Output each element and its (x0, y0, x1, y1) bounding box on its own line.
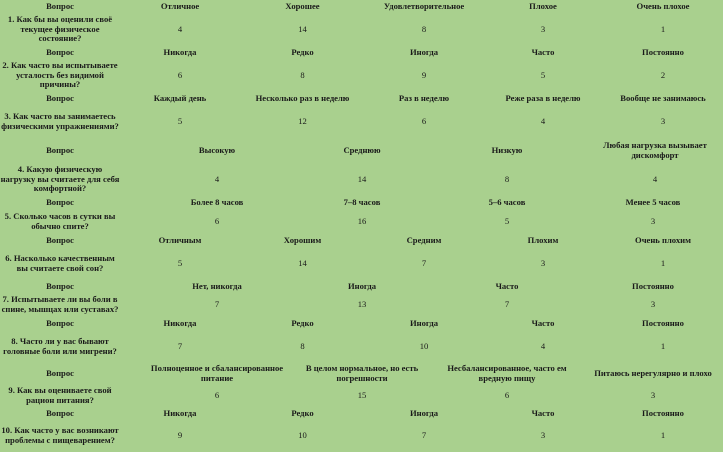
answer-count: 1 (660, 23, 666, 34)
answer-count: 4 (540, 340, 546, 351)
answer-count: 3 (650, 390, 656, 401)
answer-count: 5 (177, 257, 183, 268)
option-label: Удовлетворительное (383, 0, 465, 11)
answer-count: 1 (660, 340, 666, 351)
answer-count: 8 (421, 23, 427, 34)
header-row (0, 234, 723, 247)
answer-count: 1 (660, 430, 666, 441)
answer-count: 12 (298, 115, 307, 126)
answer-count: 3 (540, 257, 546, 268)
answer-count: 2 (660, 69, 666, 80)
option-label: Питаюсь нерегулярно и плохо (594, 368, 712, 379)
answer-count: 10 (419, 340, 429, 351)
option-label: Полноценное и сбалансированное питание (150, 363, 284, 383)
option-label: Несбалансированное, часто ем вредную пищу (447, 363, 567, 383)
answer-count: 7 (421, 430, 427, 441)
answer-count: 6 (504, 390, 510, 401)
header-label: Вопрос (46, 407, 74, 418)
question-text: 8. Часто ли у вас бывают головные боли или мигрени? (3, 335, 117, 356)
option-label: Редко (291, 46, 314, 57)
option-label: Редко (291, 407, 314, 418)
header-row (0, 196, 723, 209)
answer-count: 3 (650, 215, 656, 226)
answer-count: 5 (177, 115, 183, 126)
answer-count: 6 (214, 390, 220, 401)
header-label: Вопрос (46, 92, 74, 103)
answer-count: 4 (652, 173, 658, 184)
option-label: Очень плохим (635, 234, 691, 245)
answer-count: 7 (214, 299, 220, 310)
answer-count: 8 (300, 340, 305, 351)
option-label: Постоянно (632, 280, 674, 291)
answer-count: 5 (540, 69, 546, 80)
question-text: 4. Какую физическую нагрузку вы считаете для себя комфортной? (0, 164, 120, 194)
answer-count: 3 (660, 115, 666, 126)
option-label: Раз в неделю (398, 92, 450, 103)
option-label: 5–6 часов (488, 196, 526, 207)
answer-count: 5 (504, 215, 510, 226)
answer-count: 8 (300, 69, 305, 80)
answer-count: 14 (357, 173, 367, 184)
header-row (0, 0, 723, 13)
answer-count: 13 (357, 299, 367, 310)
option-label: Плохое (529, 0, 557, 11)
option-label: 7–8 часов (343, 196, 381, 207)
answer-count: 7 (421, 257, 427, 268)
option-label: Иногда (409, 407, 439, 418)
answer-count: 7 (504, 299, 510, 310)
answer-count: 3 (650, 299, 656, 310)
option-label: Постоянно (642, 317, 684, 328)
answer-count: 7 (177, 340, 183, 351)
answer-count: 3 (540, 430, 546, 441)
option-label: Отличным (158, 234, 202, 245)
question-text: 9. Как вы оцениваете свой рацион питания? (8, 385, 112, 405)
header-row (0, 280, 723, 293)
option-label: Более 8 часов (190, 196, 244, 207)
option-label: Хорошее (285, 0, 320, 11)
answer-count: 14 (298, 23, 307, 34)
answer-row (0, 13, 723, 46)
question-text: 6. Насколько качественным вы считаете свой сон? (5, 252, 115, 273)
option-label: Менее 5 часов (625, 196, 681, 207)
option-label: Любая нагрузка вызывает дискомфорт (603, 139, 707, 160)
option-label: Средним (406, 234, 442, 245)
option-label: Часто (531, 46, 555, 57)
answer-count: 4 (214, 173, 220, 184)
answer-count: 6 (214, 215, 220, 226)
header-label: Вопрос (46, 196, 74, 207)
option-label: Постоянно (642, 46, 684, 57)
option-label: Часто (531, 317, 555, 328)
answer-count: 4 (177, 23, 183, 34)
option-label: Иногда (409, 46, 439, 57)
answer-count: 3 (540, 23, 546, 34)
answer-row (0, 59, 723, 92)
option-label: Постоянно (642, 407, 684, 418)
header-label: Вопрос (46, 0, 74, 11)
answer-count: 16 (357, 215, 367, 226)
option-label: Отличное (160, 0, 200, 11)
option-label: Хорошим (283, 234, 322, 245)
answer-row (0, 209, 723, 234)
option-label: Никогда (163, 407, 197, 418)
option-label: Среднюю (343, 144, 381, 155)
option-label: Несколько раз в неделю (255, 92, 350, 103)
answer-row (0, 105, 723, 138)
header-label: Вопрос (46, 234, 74, 245)
header-row (0, 407, 723, 420)
header-label: Вопрос (46, 317, 74, 328)
answer-count: 6 (421, 115, 427, 126)
option-label: Вообще не занимаюсь (620, 92, 706, 103)
question-text: 7. Испытываете ли вы боли в спине, мышцах или суставах? (1, 294, 119, 314)
answer-count: 10 (298, 430, 307, 441)
option-label: Низкую (491, 144, 523, 155)
question-text: 3. Как часто вы занимаетесь физическими упражнениями? (1, 110, 119, 131)
header-label: Вопрос (46, 280, 74, 291)
header-row (0, 317, 723, 330)
option-label: Часто (531, 407, 555, 418)
answer-row (0, 330, 723, 363)
answer-row (0, 247, 723, 280)
answer-row (0, 385, 723, 407)
answer-count: 6 (177, 69, 183, 80)
header-row (0, 138, 723, 163)
header-row (0, 92, 723, 105)
option-label: Каждый день (153, 92, 207, 103)
option-label: Часто (495, 280, 519, 291)
option-label: Нет, никогда (192, 280, 242, 291)
question-text: 10. Как часто у вас возникают проблемы с пищеварением? (1, 425, 119, 445)
question-text: 2. Как часто вы испытываете усталость без видимой причины? (2, 60, 118, 90)
answer-count: 8 (504, 173, 510, 184)
header-label: Вопрос (46, 368, 74, 379)
option-label: Очень плохое (636, 0, 690, 11)
header-row (0, 363, 723, 385)
option-label: Высокую (198, 144, 236, 155)
answer-count: 9 (421, 69, 427, 80)
answer-row (0, 420, 723, 452)
answer-count: 1 (660, 257, 666, 268)
answer-count: 9 (177, 430, 183, 441)
header-label: Вопрос (46, 46, 74, 57)
option-label: Никогда (163, 46, 197, 57)
question-text: 1. Как бы вы оценили своё текущее физическое состояние? (7, 14, 113, 44)
answer-row (0, 293, 723, 317)
question-text: 5. Сколько часов в сутки вы обычно спите? (4, 210, 116, 231)
option-label: Редко (291, 317, 314, 328)
answer-row (0, 163, 723, 196)
answer-count: 15 (357, 390, 367, 401)
option-label: Реже раза в неделю (505, 92, 581, 103)
option-label: В целом нормальное, но есть погрешности (305, 363, 419, 383)
answer-count: 14 (298, 257, 307, 268)
option-label: Никогда (163, 317, 197, 328)
option-label: Иногда (347, 280, 377, 291)
option-label: Иногда (409, 317, 439, 328)
option-label: Плохим (527, 234, 559, 245)
answer-count: 4 (540, 115, 546, 126)
header-label: Вопрос (46, 144, 74, 155)
header-row (0, 46, 723, 59)
